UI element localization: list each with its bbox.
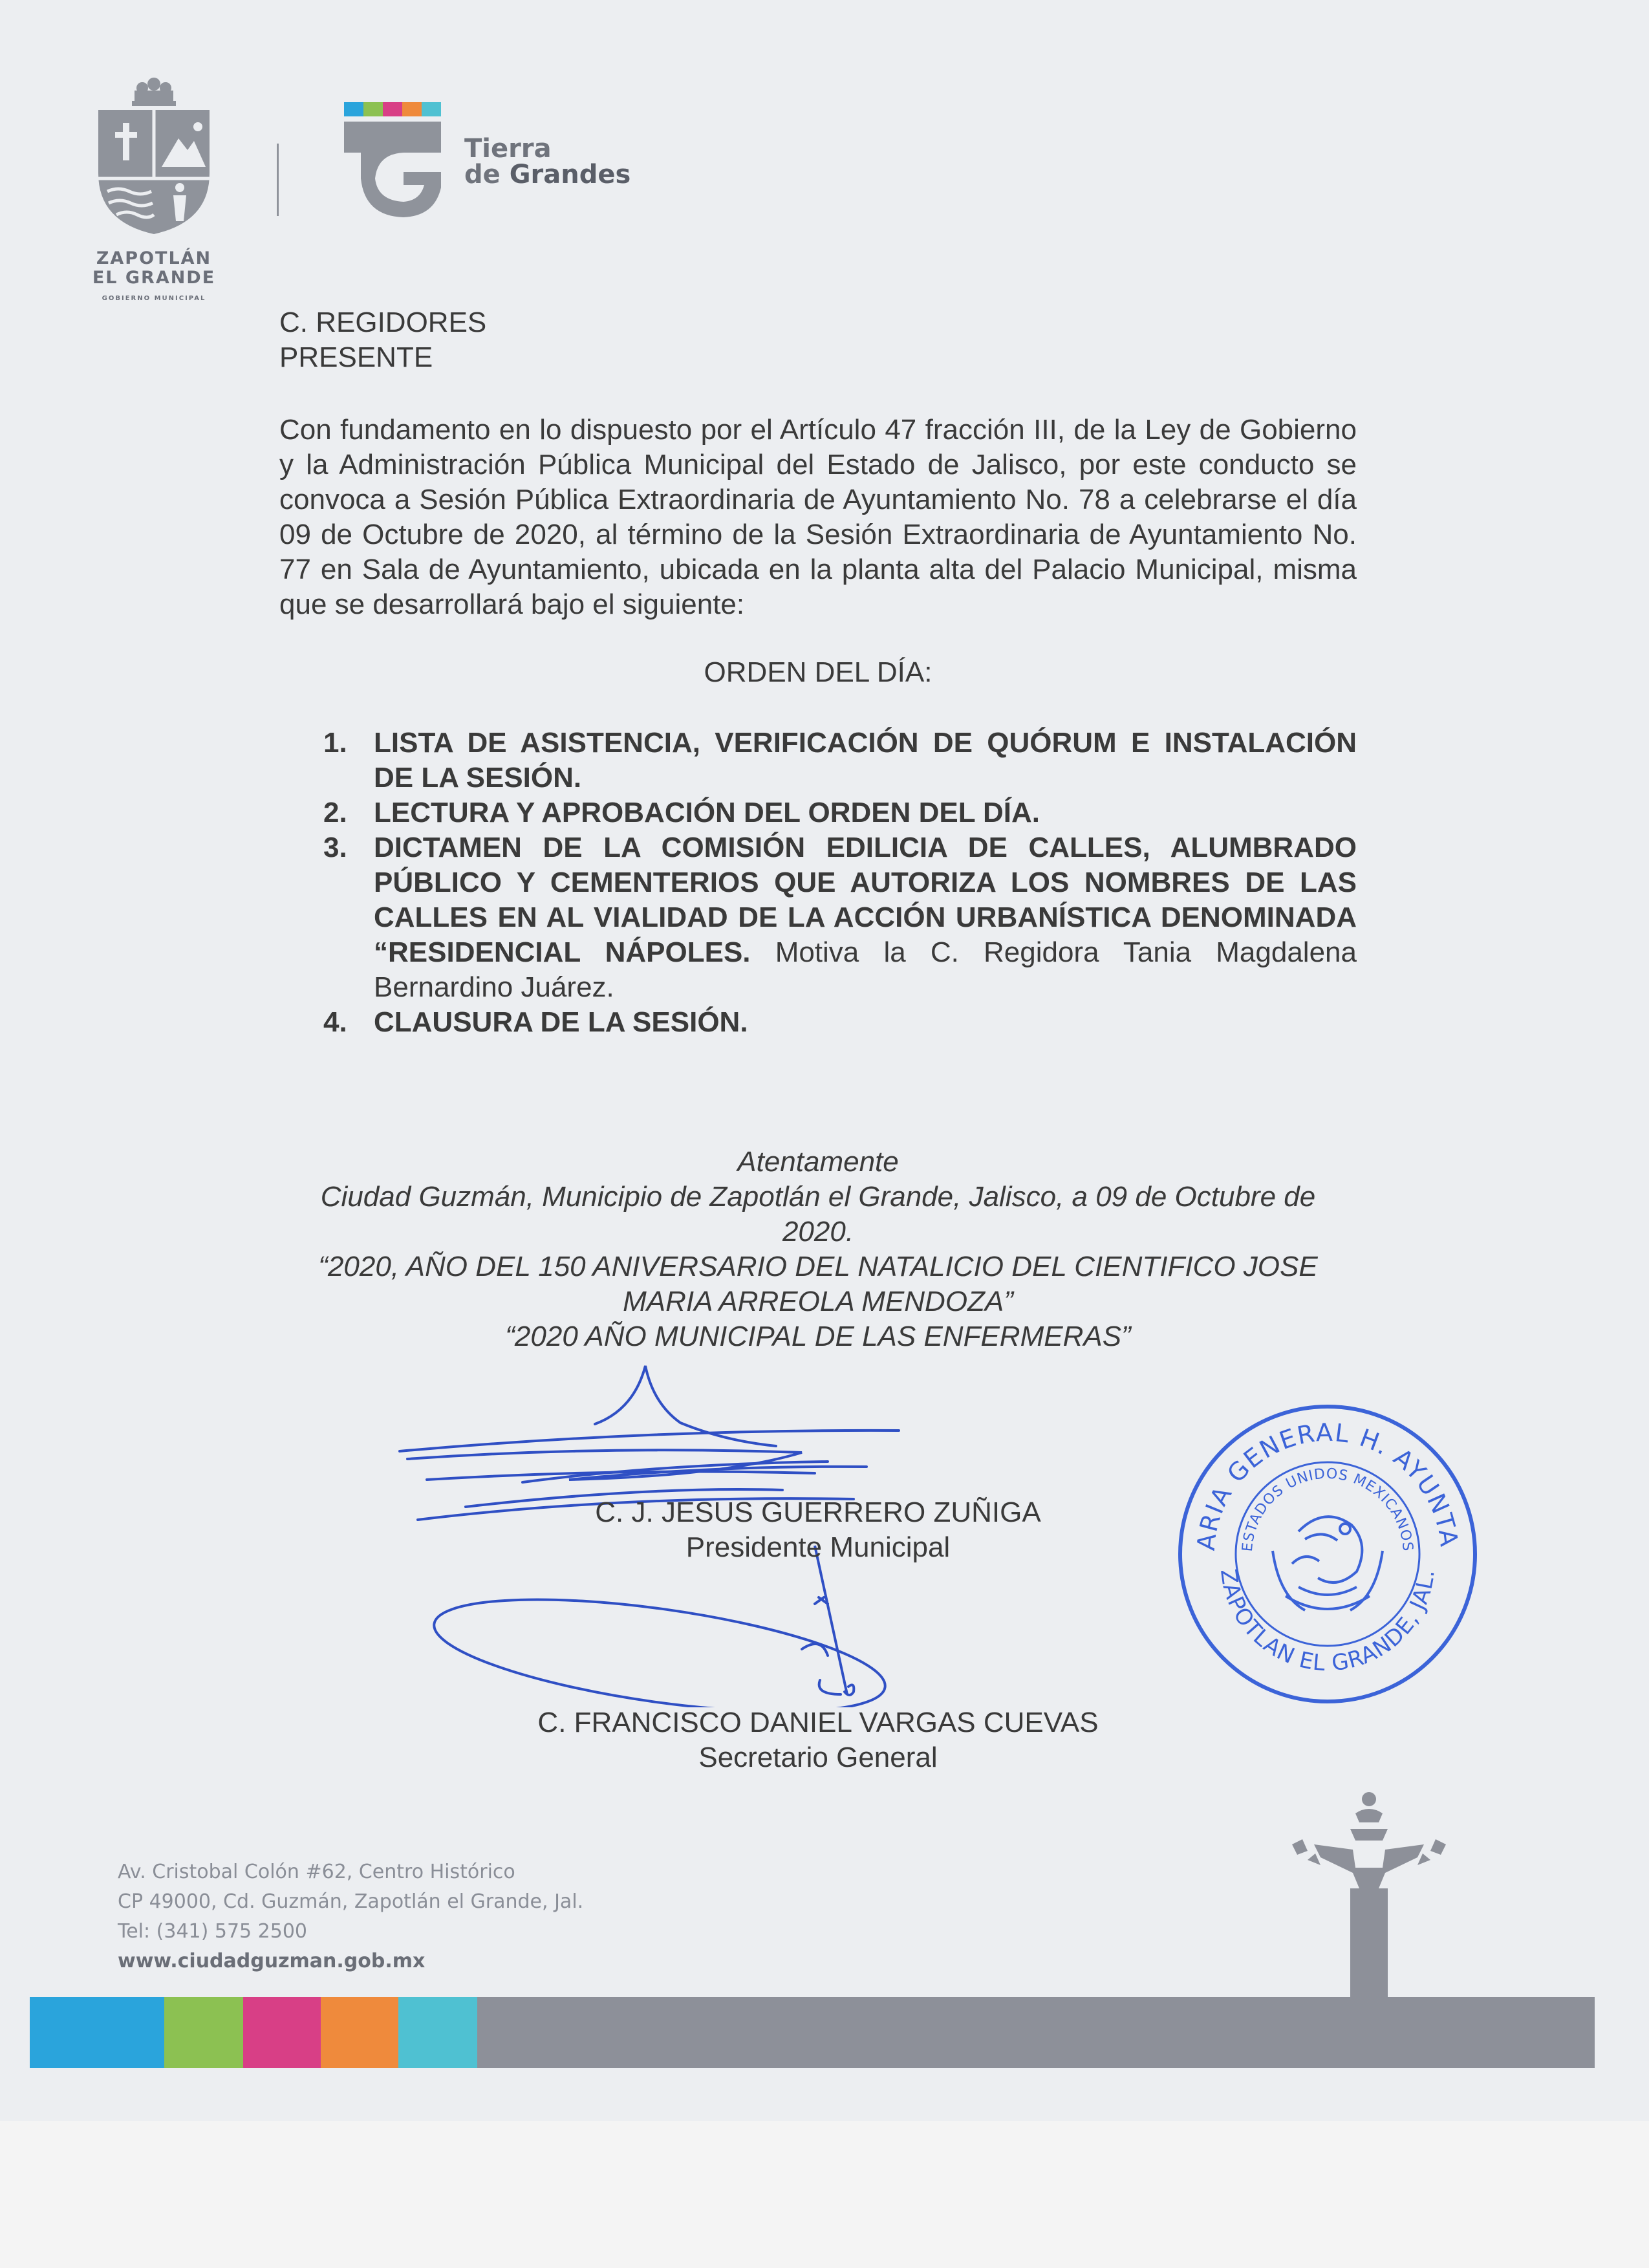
closing-atentamente: Atentamente <box>737 1146 899 1178</box>
agenda-item-bold-text: LISTA DE ASISTENCIA, VERIFICACIÓN DE QUÓRUM E INSTALACIÓN DE LA SESIÓN. <box>374 727 1357 794</box>
signatory-1 <box>388 1495 1248 1565</box>
agenda-item-normal-text: Motiva la C. Regidora Tania Magdalena Bernardino Juárez. <box>374 936 1357 1003</box>
footer-colorbar-green <box>164 1997 243 2068</box>
agenda-item <box>323 726 1357 795</box>
recipient-line2: PRESENTE <box>279 341 433 373</box>
agenda-title: ORDEN DEL DÍA: <box>704 656 932 688</box>
agenda-list <box>323 726 1357 1040</box>
brand-line2 <box>464 162 671 188</box>
footer-address-2: CP 49000, Cd. Guzmán, Zapotlán el Grande, Jal. <box>118 1890 584 1913</box>
footer-colorbar-pink <box>243 1997 321 2068</box>
agenda-item-bold-text: DICTAMEN DE LA COMISIÓN EDILICIA DE CALLES, ALUMBRADO PÚBLICO Y CEMENTERIOS QUE AUTORIZA LOS NOMBRES DE LAS CALLES EN AL VIALIDAD DE LA ACCIÓN URBANÍSTICA DENOMINADA “RESIDENCIAL NÁPOLES. <box>374 832 1357 968</box>
municipality-name-line1: ZAPOTLÁN <box>96 248 212 268</box>
brand-line1: Tierra <box>464 134 552 164</box>
agenda-item-number: 3. <box>323 832 347 863</box>
signatory-1-title: Presidente Municipal <box>685 1531 951 1563</box>
closing-motto-2: “2020 AÑO MUNICIPAL DE LAS ENFERMERAS” <box>505 1321 1131 1352</box>
agenda-item-text <box>374 830 1357 1005</box>
agenda-item-bold-text: CLAUSURA DE LA SESIÓN. <box>374 1006 748 1038</box>
footer-address-1: Av. Cristobal Colón #62, Centro Histórico <box>118 1861 515 1883</box>
header-divider <box>277 144 279 216</box>
footer-contact <box>118 1857 700 1976</box>
seal-outer-text: ARIA GENERAL H. AYUNTA <box>1191 1418 1464 1552</box>
agenda-item <box>323 1005 1357 1040</box>
official-seal-stamp <box>1176 1402 1480 1706</box>
signatory-2-name: C. FRANCISCO DANIEL VARGAS CUEVAS <box>537 1707 1099 1738</box>
agenda-item <box>323 795 1357 830</box>
recipient-line1: C. REGIDORES <box>279 307 487 338</box>
brand-line2-bold: Grandes <box>509 160 631 189</box>
closing-place-date: Ciudad Guzmán, Municipio de Zapotlán el Grande, Jalisco, a 09 de Octubre de 2020. <box>320 1181 1316 1247</box>
tierra-de-grandes-logo <box>344 102 447 219</box>
footer-colorbar-orange <box>321 1997 398 2068</box>
footer-colorbar-gray <box>477 1997 1595 2068</box>
municipality-name-line2: EL GRANDE <box>92 268 216 288</box>
agenda-item-number: 2. <box>323 797 347 828</box>
footer-website: www.ciudadguzman.gob.mx <box>118 1950 426 1972</box>
scan-bottom-margin <box>0 2121 1649 2268</box>
seal-inner-text: ESTADOS UNIDOS MEXICANOS <box>1239 1465 1416 1553</box>
agenda-item-text <box>374 1005 1357 1040</box>
monument-silhouette-icon <box>1288 1791 1450 2005</box>
agenda-item-text <box>374 795 1357 830</box>
signatory-2-title: Secretario General <box>698 1742 938 1773</box>
agenda-item <box>323 830 1357 1005</box>
brand-line2-prefix: de <box>464 160 510 189</box>
svg-text:ZAPOTLAN EL GRANDE, JAL. <box>1215 1568 1440 1676</box>
agenda-item-number: 1. <box>323 727 347 759</box>
recipient-block <box>279 305 861 375</box>
footer-colorbar-cyan <box>398 1997 477 2068</box>
svg-text:ESTADOS UNIDOS MEXICANOS <box>1240 1466 1416 1553</box>
signatory-2 <box>388 1705 1248 1775</box>
agenda-item-bold-text: LECTURA Y APROBACIÓN DEL ORDEN DEL DÍA. <box>374 797 1040 828</box>
municipality-name <box>70 249 238 308</box>
closing-block <box>279 1145 1357 1354</box>
brand-wordmark <box>464 136 671 188</box>
footer-phone: Tel: (341) 575 2500 <box>118 1920 308 1943</box>
seal-bottom-text: ZAPOTLAN EL GRANDE, JAL. <box>1214 1567 1440 1677</box>
closing-motto-1: “2020, AÑO DEL 150 ANIVERSARIO DEL NATALICIO DEL CIENTIFICO JOSE MARIA ARREOLA MENDOZA” <box>318 1251 1318 1317</box>
agenda-item-number: 4. <box>323 1006 347 1038</box>
intro-paragraph: Con fundamento en lo dispuesto por el Artículo 47 fracción III, de la Ley de Gobierno y la Administración Pública Municipal del Estado de Jalisco, por este conducto se convoca a Sesión Pública Extraordinaria de Ayuntamiento No. 78 a celebrarse el día 09 de Octubre de 2020, al término de la Sesión Extraordinaria de Ayuntamiento No. 77 en Sala de Ayuntamiento, ubicada en la planta alta del Palacio Municipal, misma que se desarrollará bajo el siguiente: <box>279 414 1357 620</box>
municipal-coat-of-arms-logo <box>89 76 219 238</box>
footer-colorbar-blue <box>30 1997 164 2068</box>
agenda-item-text <box>374 726 1357 795</box>
signatory-1-name: C. J. JESUS GUERRERO ZUÑIGA <box>595 1496 1041 1528</box>
municipality-subtitle: GOBIERNO MUNICIPAL <box>102 295 206 302</box>
